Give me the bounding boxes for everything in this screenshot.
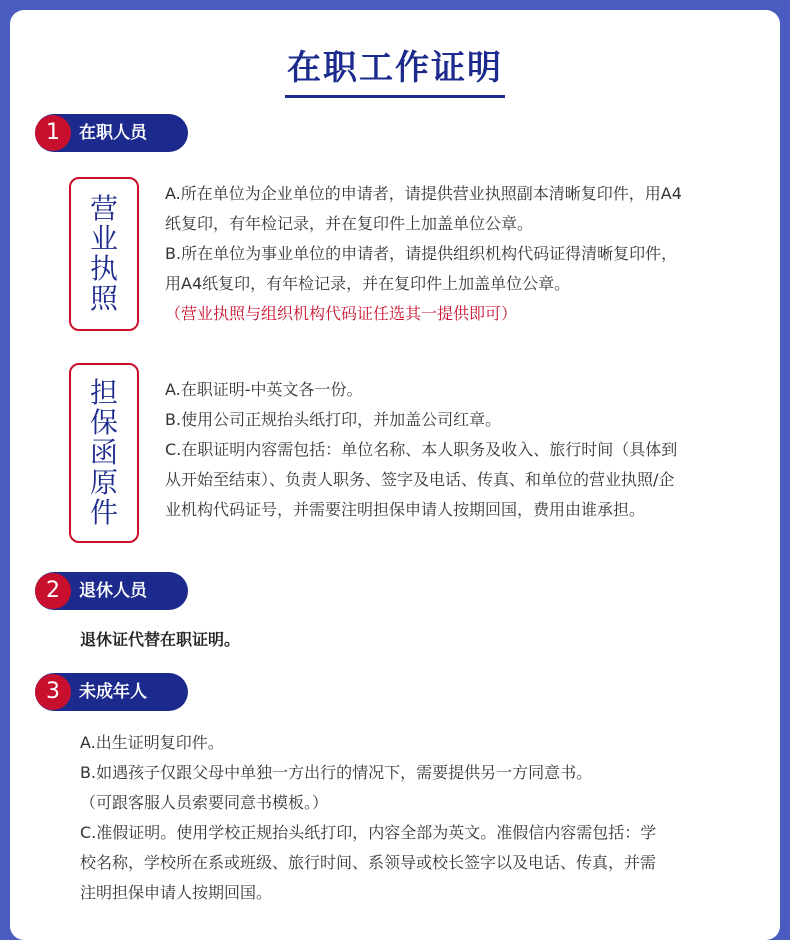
- text-line: A.出生证明复印件。: [80, 733, 224, 752]
- box-char: 原: [89, 466, 118, 499]
- license-note: （营业执照与组织机构代码证任选其一提供即可）: [165, 304, 518, 323]
- title-area: [10, 40, 780, 98]
- text-line: B.如遇孩子仅跟父母中单独一方出行的情况下，需要提供另一方同意书。: [80, 763, 593, 782]
- guarantee-letter-box: [69, 363, 139, 543]
- section-header-retired: [35, 572, 188, 610]
- text-line: B.使用公司正规抬头纸打印，并加盖公司红章。: [165, 410, 502, 429]
- section-number: 2: [35, 573, 71, 609]
- section-label: 在职人员: [79, 123, 147, 143]
- text-line: A.在职证明-中英文各一份。: [165, 380, 363, 399]
- section-header-minor: [35, 673, 188, 711]
- box-char: 执: [89, 252, 118, 285]
- text-line: 注明担保申请人按期回国。: [80, 883, 273, 902]
- box-char: 函: [89, 436, 118, 469]
- text-line: 退休证代替在职证明。: [80, 630, 241, 649]
- document-card: [10, 10, 780, 940]
- text-line: 校名称，学校所在系或班级、旅行时间、系领导或校长签字以及电话、传真，并需: [80, 853, 657, 872]
- box-char: 件: [89, 496, 118, 529]
- box-char: 照: [89, 282, 118, 315]
- section-number: 3: [35, 674, 71, 710]
- text-line: 纸复印，有年检记录，并在复印件上加盖单位公章。: [165, 214, 534, 233]
- guarantee-letter-text: [165, 375, 677, 525]
- business-license-text: [165, 179, 682, 329]
- box-char: 业: [89, 222, 118, 255]
- retired-text: [80, 625, 240, 655]
- section-label: 未成年人: [79, 682, 147, 702]
- text-line: 从开始至结束）、负责人职务、签字及电话、传真、和单位的营业执照/企: [165, 470, 675, 489]
- box-char: 担: [89, 376, 118, 409]
- page-title: 在职工作证明: [285, 40, 505, 98]
- text-line: C.在职证明内容需包括：单位名称、本人职务及收入、旅行时间（具体到: [165, 440, 678, 459]
- text-line: （可跟客服人员索要同意书模板。）: [80, 793, 329, 812]
- minor-text: [80, 728, 656, 908]
- business-license-box: [69, 177, 139, 331]
- text-line: A.所在单位为企业单位的申请者，请提供营业执照副本清晰复印件，用A4: [165, 184, 682, 203]
- text-line: B.所在单位为事业单位的申请者，请提供组织机构代码证得清晰复印件，: [165, 244, 678, 263]
- text-line: 业机构代码证号，并需要注明担保申请人按期回国，费用由谁承担。: [165, 500, 646, 519]
- text-line: C.准假证明。使用学校正规抬头纸打印，内容全部为英文。准假信内容需包括：学: [80, 823, 657, 842]
- section-label: 退休人员: [79, 581, 147, 601]
- text-line: 用A4纸复印，有年检记录，并在复印件上加盖单位公章。: [165, 274, 571, 293]
- section-number: 1: [35, 115, 71, 151]
- box-char: 保: [89, 406, 118, 439]
- section-header-employed: [35, 114, 188, 152]
- box-char: 营: [89, 192, 118, 225]
